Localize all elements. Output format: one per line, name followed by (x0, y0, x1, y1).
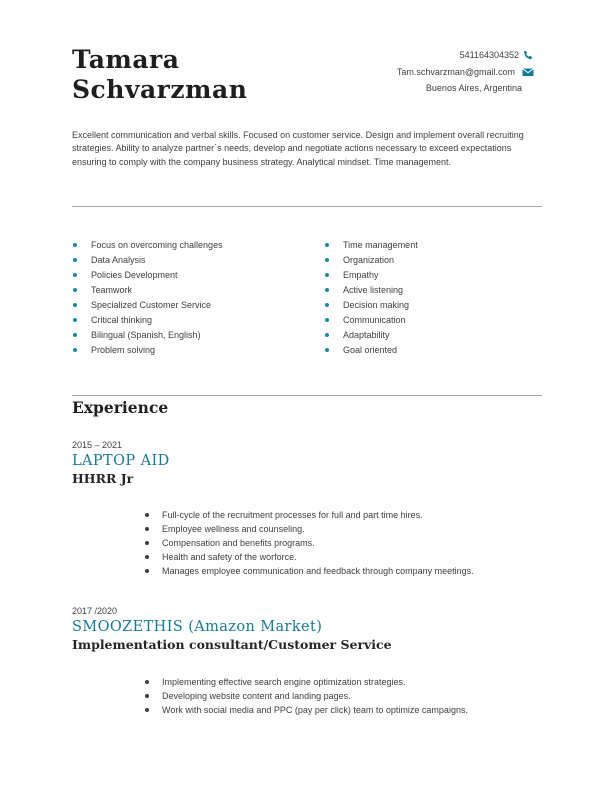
skills-list-left (73, 238, 223, 358)
duty-item: Employee wellness and counseling. (145, 522, 474, 536)
skill-item: Empathy (325, 268, 418, 283)
duty-item: Implementing effective search engine optimization strategies. (145, 675, 468, 689)
bullet-icon (73, 273, 77, 277)
bullet-icon (325, 258, 329, 262)
skill-item: Problem solving (73, 343, 223, 358)
job-company: LAPTOP AID (72, 453, 170, 469)
skill-item: Data Analysis (73, 253, 223, 268)
duty-item: Health and safety of the worforce. (145, 550, 474, 564)
email-address[interactable]: Tam.schvarzman@gmail.com (396, 66, 515, 77)
skill-item: Time management (325, 238, 418, 253)
duty-item: Full-cycle of the recruitment processes for full and part time hires. (145, 508, 474, 522)
phone-icon (522, 50, 534, 60)
bullet-icon (325, 243, 329, 247)
candidate-name (72, 45, 332, 105)
bullet-icon (325, 288, 329, 292)
bullet-icon (325, 318, 329, 322)
duty-item: Compensation and benefits programs. (145, 536, 474, 550)
contact-info (397, 47, 534, 97)
bullet-icon (325, 348, 329, 352)
duty-item: Manages employee communication and feedback through company meetings. (145, 564, 474, 578)
bullet-icon (145, 541, 149, 545)
skill-item: Decision making (325, 298, 418, 313)
skill-item: Active listening (325, 283, 418, 298)
bullet-icon (73, 333, 77, 337)
location: Buenos Aires, Argentina (425, 83, 522, 93)
divider (72, 206, 542, 207)
skill-item: Teamwork (73, 283, 223, 298)
skill-item: Adaptability (325, 328, 418, 343)
professional-summary: Excellent communication and verbal skills. Focused on customer service. Design and implement overall recruiting strategies. Ability to analyze partner´s needs, develop and negotiate actions necessary to exceed expectations ensuring to comply with the company business strategy. Analytical mindset. Time management. (72, 130, 524, 167)
skill-item: Goal oriented (325, 343, 418, 358)
section-title-experience: Experience (72, 398, 169, 417)
first-name: Tamara (72, 45, 180, 74)
phone-number: 541164304352 (459, 50, 519, 60)
bullet-icon (145, 527, 149, 531)
bullet-icon (73, 348, 77, 352)
job-entry (72, 604, 542, 654)
envelope-icon (522, 67, 534, 77)
phone-row (397, 47, 534, 64)
skill-item: Organization (325, 253, 418, 268)
skill-item: Critical thinking (73, 313, 223, 328)
bullet-icon (73, 258, 77, 262)
last-name: Schvarzman (72, 75, 248, 104)
skill-item: Bilingual (Spanish, English) (73, 328, 223, 343)
skills-list-right (325, 238, 418, 358)
bullet-icon (145, 513, 149, 517)
job-role: Implementation consultant/Customer Service (72, 637, 392, 652)
job-role: HHRR Jr (72, 471, 134, 486)
location-row (397, 80, 534, 97)
skill-item: Policies Development (73, 268, 223, 283)
email-row (397, 64, 534, 81)
bullet-icon (73, 303, 77, 307)
job-dates: 2017 /2020 (72, 606, 118, 616)
job-entry (72, 438, 542, 488)
bullet-icon (73, 318, 77, 322)
duty-item: Developing website content and landing pages. (145, 689, 468, 703)
bullet-icon (73, 288, 77, 292)
skill-item: Focus on overcoming challenges (73, 238, 223, 253)
bullet-icon (145, 680, 149, 684)
bullet-icon (73, 243, 77, 247)
skill-item: Specialized Customer Service (73, 298, 223, 313)
skill-item: Communication (325, 313, 418, 328)
bullet-icon (325, 333, 329, 337)
job-dates: 2015 – 2021 (72, 440, 123, 450)
divider (72, 395, 542, 396)
bullet-icon (325, 303, 329, 307)
bullet-icon (145, 694, 149, 698)
job-company: SMOOZETHIS (Amazon Market) (72, 619, 323, 635)
bullet-icon (325, 273, 329, 277)
job-duties (145, 508, 474, 578)
job-duties (145, 675, 468, 717)
bullet-icon (145, 708, 149, 712)
duty-item: Work with social media and PPC (pay per click) team to optimize campaigns. (145, 703, 468, 717)
bullet-icon (145, 555, 149, 559)
bullet-icon (145, 569, 149, 573)
